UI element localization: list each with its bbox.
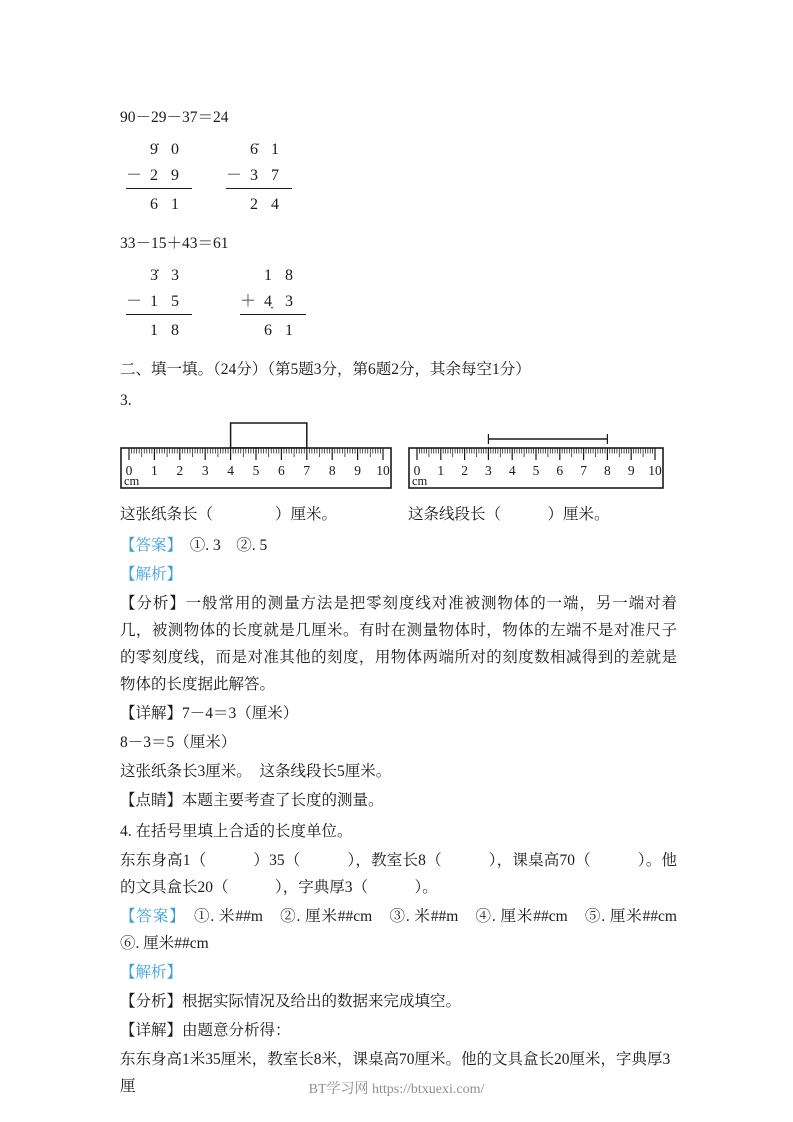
- site-footer: [0, 1078, 793, 1098]
- question-4-title: 4. 在括号里填上合适的长度单位。: [120, 823, 353, 840]
- equation-1: 90－29－37＝24: [120, 109, 229, 126]
- svg-text:0: 0: [413, 463, 421, 478]
- paper-strip-caption: 这张纸条长（ ）厘米。: [120, 506, 338, 523]
- q4-answer-line: [120, 903, 693, 957]
- q3-note: 【点睛】本题主要考查了长度的测量。: [120, 792, 384, 809]
- svg-text:0: 0: [125, 463, 133, 478]
- line-segment-caption: 这条线段长（ ）厘米。: [408, 506, 610, 523]
- subtrahend: 37: [250, 167, 292, 184]
- q3-detail-3: 这张纸条长3厘米。 这条线段长5厘米。: [120, 763, 392, 780]
- answer-values: ①. 米##m ②. 厘米##cm ③. 米##m ④. 厘米##cm ⑤. 厘米##cm ⑥. 厘米##cm: [120, 908, 693, 952]
- q4-detail-1: 【详解】由题意分析得：: [120, 1022, 291, 1039]
- svg-text:4: 4: [227, 463, 234, 478]
- vertical-arithmetic-group-1: [126, 137, 677, 218]
- ruler-with-line-segment: [408, 418, 664, 495]
- difference: 18: [150, 322, 192, 339]
- subtrahend: 15: [150, 293, 192, 310]
- svg-text:9: 9: [354, 463, 361, 478]
- addend-row: [240, 289, 306, 315]
- svg-text:5: 5: [532, 463, 540, 478]
- vertical-subtraction-61-37: [226, 137, 292, 218]
- minuend: 9̇0: [150, 141, 192, 158]
- svg-text:4: 4: [508, 463, 516, 478]
- answer-tag: 【答案】: [120, 537, 175, 554]
- q3-analysis-text: 【分析】一般常用的测量方法是把零刻度线对准被测物体的一端，另一端对着几，被测物体的长度就是几厘米。有时在测量物体时，物体的左端不是对准尺子的零刻度线，而是对准其他的刻度，用物体两端所对的刻度数相减得到的差就是物体的长度据此解答。: [120, 595, 677, 693]
- q3-analysis-tag: [120, 561, 677, 588]
- addend-1: 18: [264, 267, 306, 284]
- svg-text:10: 10: [648, 463, 662, 478]
- svg-text:6: 6: [278, 463, 285, 478]
- minus-sign: －: [126, 167, 143, 184]
- svg-text:9: 9: [627, 463, 635, 478]
- vertical-subtraction-90-29: [126, 137, 192, 218]
- svg-text:5: 5: [252, 463, 260, 478]
- difference: 24: [250, 196, 292, 213]
- svg-text:3: 3: [201, 463, 209, 478]
- q3-detail-2: 8－3＝5（厘米）: [120, 734, 237, 751]
- minus-sign: －: [226, 167, 243, 184]
- minus-sign: －: [126, 293, 143, 310]
- question-3-number: 3.: [120, 392, 132, 409]
- sum: 61: [264, 322, 306, 339]
- svg-text:8: 8: [604, 463, 611, 478]
- minuend: 3̇3: [150, 267, 192, 284]
- q4-analysis-tag: [120, 959, 677, 986]
- q3-figures: [120, 418, 677, 495]
- minuend: 6̇1: [250, 141, 292, 158]
- svg-text:2: 2: [461, 463, 468, 478]
- q4-detail-2: 东东身高1米35厘米，教室长8米，课桌高70厘米。他的文具盒长20厘米，字典厚3厘: [120, 1051, 671, 1095]
- vertical-subtraction-33-15: [126, 263, 192, 344]
- svg-text:6: 6: [556, 463, 564, 478]
- site-link[interactable]: https://btxuexi.com/: [372, 1082, 485, 1097]
- svg-text:10: 10: [376, 463, 390, 478]
- svg-text:3: 3: [485, 463, 492, 478]
- svg-text:7: 7: [303, 463, 311, 478]
- q3-detail-1: 【详解】7－4＝3（厘米）: [120, 705, 299, 722]
- svg-text:1: 1: [437, 463, 445, 478]
- subtrahend-row: [226, 163, 292, 189]
- subtrahend: 29: [150, 167, 192, 184]
- q3-captions: [120, 501, 677, 528]
- site-name: BT学习网: [308, 1082, 372, 1097]
- svg-text:2: 2: [176, 463, 184, 478]
- section-heading: 二、填一填。（24分）（第5题3分，第6题2分，其余每空1分）: [120, 361, 531, 378]
- svg-text:8: 8: [328, 463, 336, 478]
- vertical-arithmetic-group-2: [126, 263, 677, 344]
- equation-2: 33－15＋43＝61: [120, 235, 229, 252]
- q4-analysis-text: 【分析】根据实际情况及给出的数据来完成填空。: [120, 993, 462, 1010]
- q3-answer-line: [120, 532, 677, 559]
- svg-text:cm: cm: [412, 474, 428, 488]
- svg-text:7: 7: [580, 463, 587, 478]
- subtrahend-row: [126, 289, 192, 315]
- svg-text:1: 1: [151, 463, 158, 478]
- answer-tag: 【答案】: [120, 908, 178, 925]
- analysis-tag: 【解析】: [120, 566, 183, 583]
- subtrahend-row: [126, 163, 192, 189]
- answer-values: ①. 3 ②. 5: [174, 537, 268, 554]
- addend-2: 4̣3: [264, 293, 306, 310]
- ruler-with-paper-strip: [120, 418, 392, 495]
- vertical-addition-18-43: [240, 263, 306, 344]
- plus-sign: ＋: [240, 293, 257, 310]
- q4-body: 东东身高1（ ）35（ ），教室长8（ ），课桌高70（ ）。他的文具盒长20（ ），字典厚3（ ）。: [120, 852, 677, 896]
- analysis-tag: 【解析】: [120, 964, 183, 981]
- svg-text:cm: cm: [124, 474, 140, 488]
- difference: 61: [150, 196, 192, 213]
